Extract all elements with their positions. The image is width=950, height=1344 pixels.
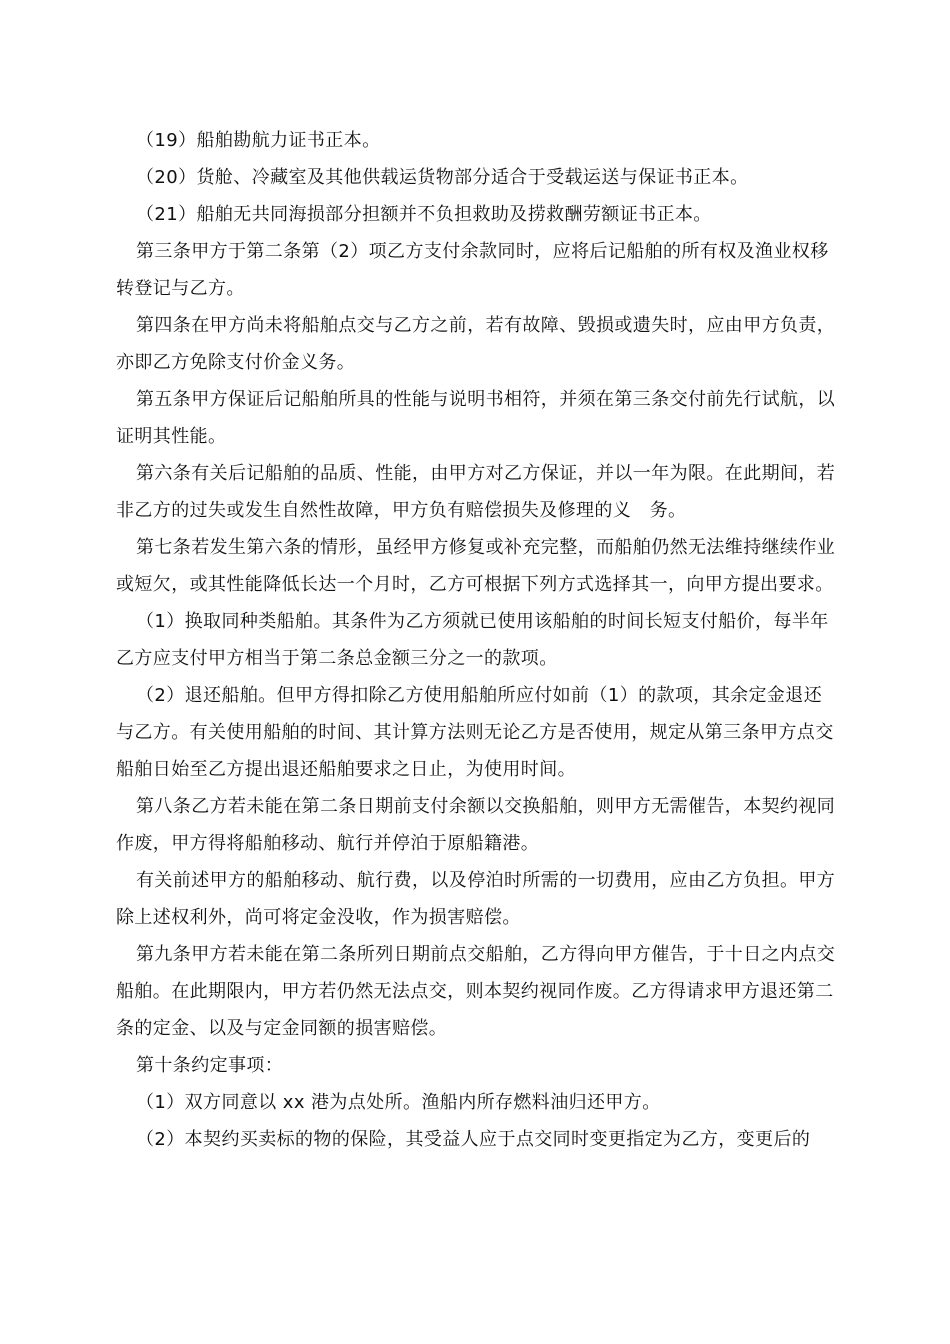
article-9: 第九条甲方若未能在第二条所列日期前点交船舶，乙方得向甲方催告，于十日之内点交船舶。在此期限内，甲方若仍然无法点交，则本契约视同作废。乙方得请求甲方退还第二条的定金、以及与定金同额的损害赔偿。 [116,944,836,1039]
article-5: 第五条甲方保证后记船舶所具的性能与说明书相符，并须在第三条交付前先行试航，以证明其性能。 [116,389,836,447]
article-7-item-1: （1）换取同种类船舶。其条件为乙方须就已使用该船舶的时间长短支付船价，每半年乙方应支付甲方相当于第二条总金额三分之一的款项。 [116,611,829,669]
article-10-item-1: （1）双方同意以 xx 港为点处所。渔船内所存燃料油归还甲方。 [136,1092,661,1113]
article-7: 第七条若发生第六条的情形，虽经甲方修复或补充完整，而船舶仍然无法维持继续作业或短欠，或其性能降低长达一个月时，乙方可根据下列方式选择其一，向甲方提出要求。 [116,537,836,595]
article-6: 第六条有关后记船舶的品质、性能，由甲方对乙方保证，并以一年为限。在此期间，若非乙方的过失或发生自然性故障，甲方负有赔偿损失及修理的义 务。 [116,463,836,521]
article-7-item-2: （2）退还船舶。但甲方得扣除乙方使用船舶所应付如前（1）的款项，其余定金退还与乙方。有关使用船舶的时间、其计算方法则无论乙方是否使用，规定从第三条甲方点交船舶日始至乙方提出退还船舶要求之日止，为使用时间。 [116,685,834,780]
clause-item-19: （19）船舶勘航力证书正本。 [136,130,381,151]
article-10: 第十条约定事项： [136,1055,284,1076]
article-8: 第八条乙方若未能在第二条日期前支付余额以交换船舶，则甲方无需催告，本契约视同作废，甲方得将船舶移动、航行并停泊于原船籍港。 [116,796,836,854]
article-10-item-2: （2）本契约买卖标的物的保险，其受益人应于点交同时变更指定为乙方，变更后的 [136,1129,811,1150]
document-body [116,122,838,1158]
clause-item-21: （21）船舶无共同海损部分担额并不负担救助及捞救酬劳额证书正本。 [136,204,712,225]
article-4: 第四条在甲方尚未将船舶点交与乙方之前，若有故障、毁损或遗失时，应由甲方负责，亦即乙方免除支付价金义务。 [116,315,836,373]
article-8-continued: 有关前述甲方的船舶移动、航行费，以及停泊时所需的一切费用，应由乙方负担。甲方除上述权利外，尚可将定金没收，作为损害赔偿。 [116,870,836,928]
article-3: 第三条甲方于第二条第（2）项乙方支付余款同时，应将后记船舶的所有权及渔业权移转登记与乙方。 [116,241,829,299]
clause-item-20: （20）货舱、冷藏室及其他供载运货物部分适合于受载运送与保证书正本。 [136,167,749,188]
